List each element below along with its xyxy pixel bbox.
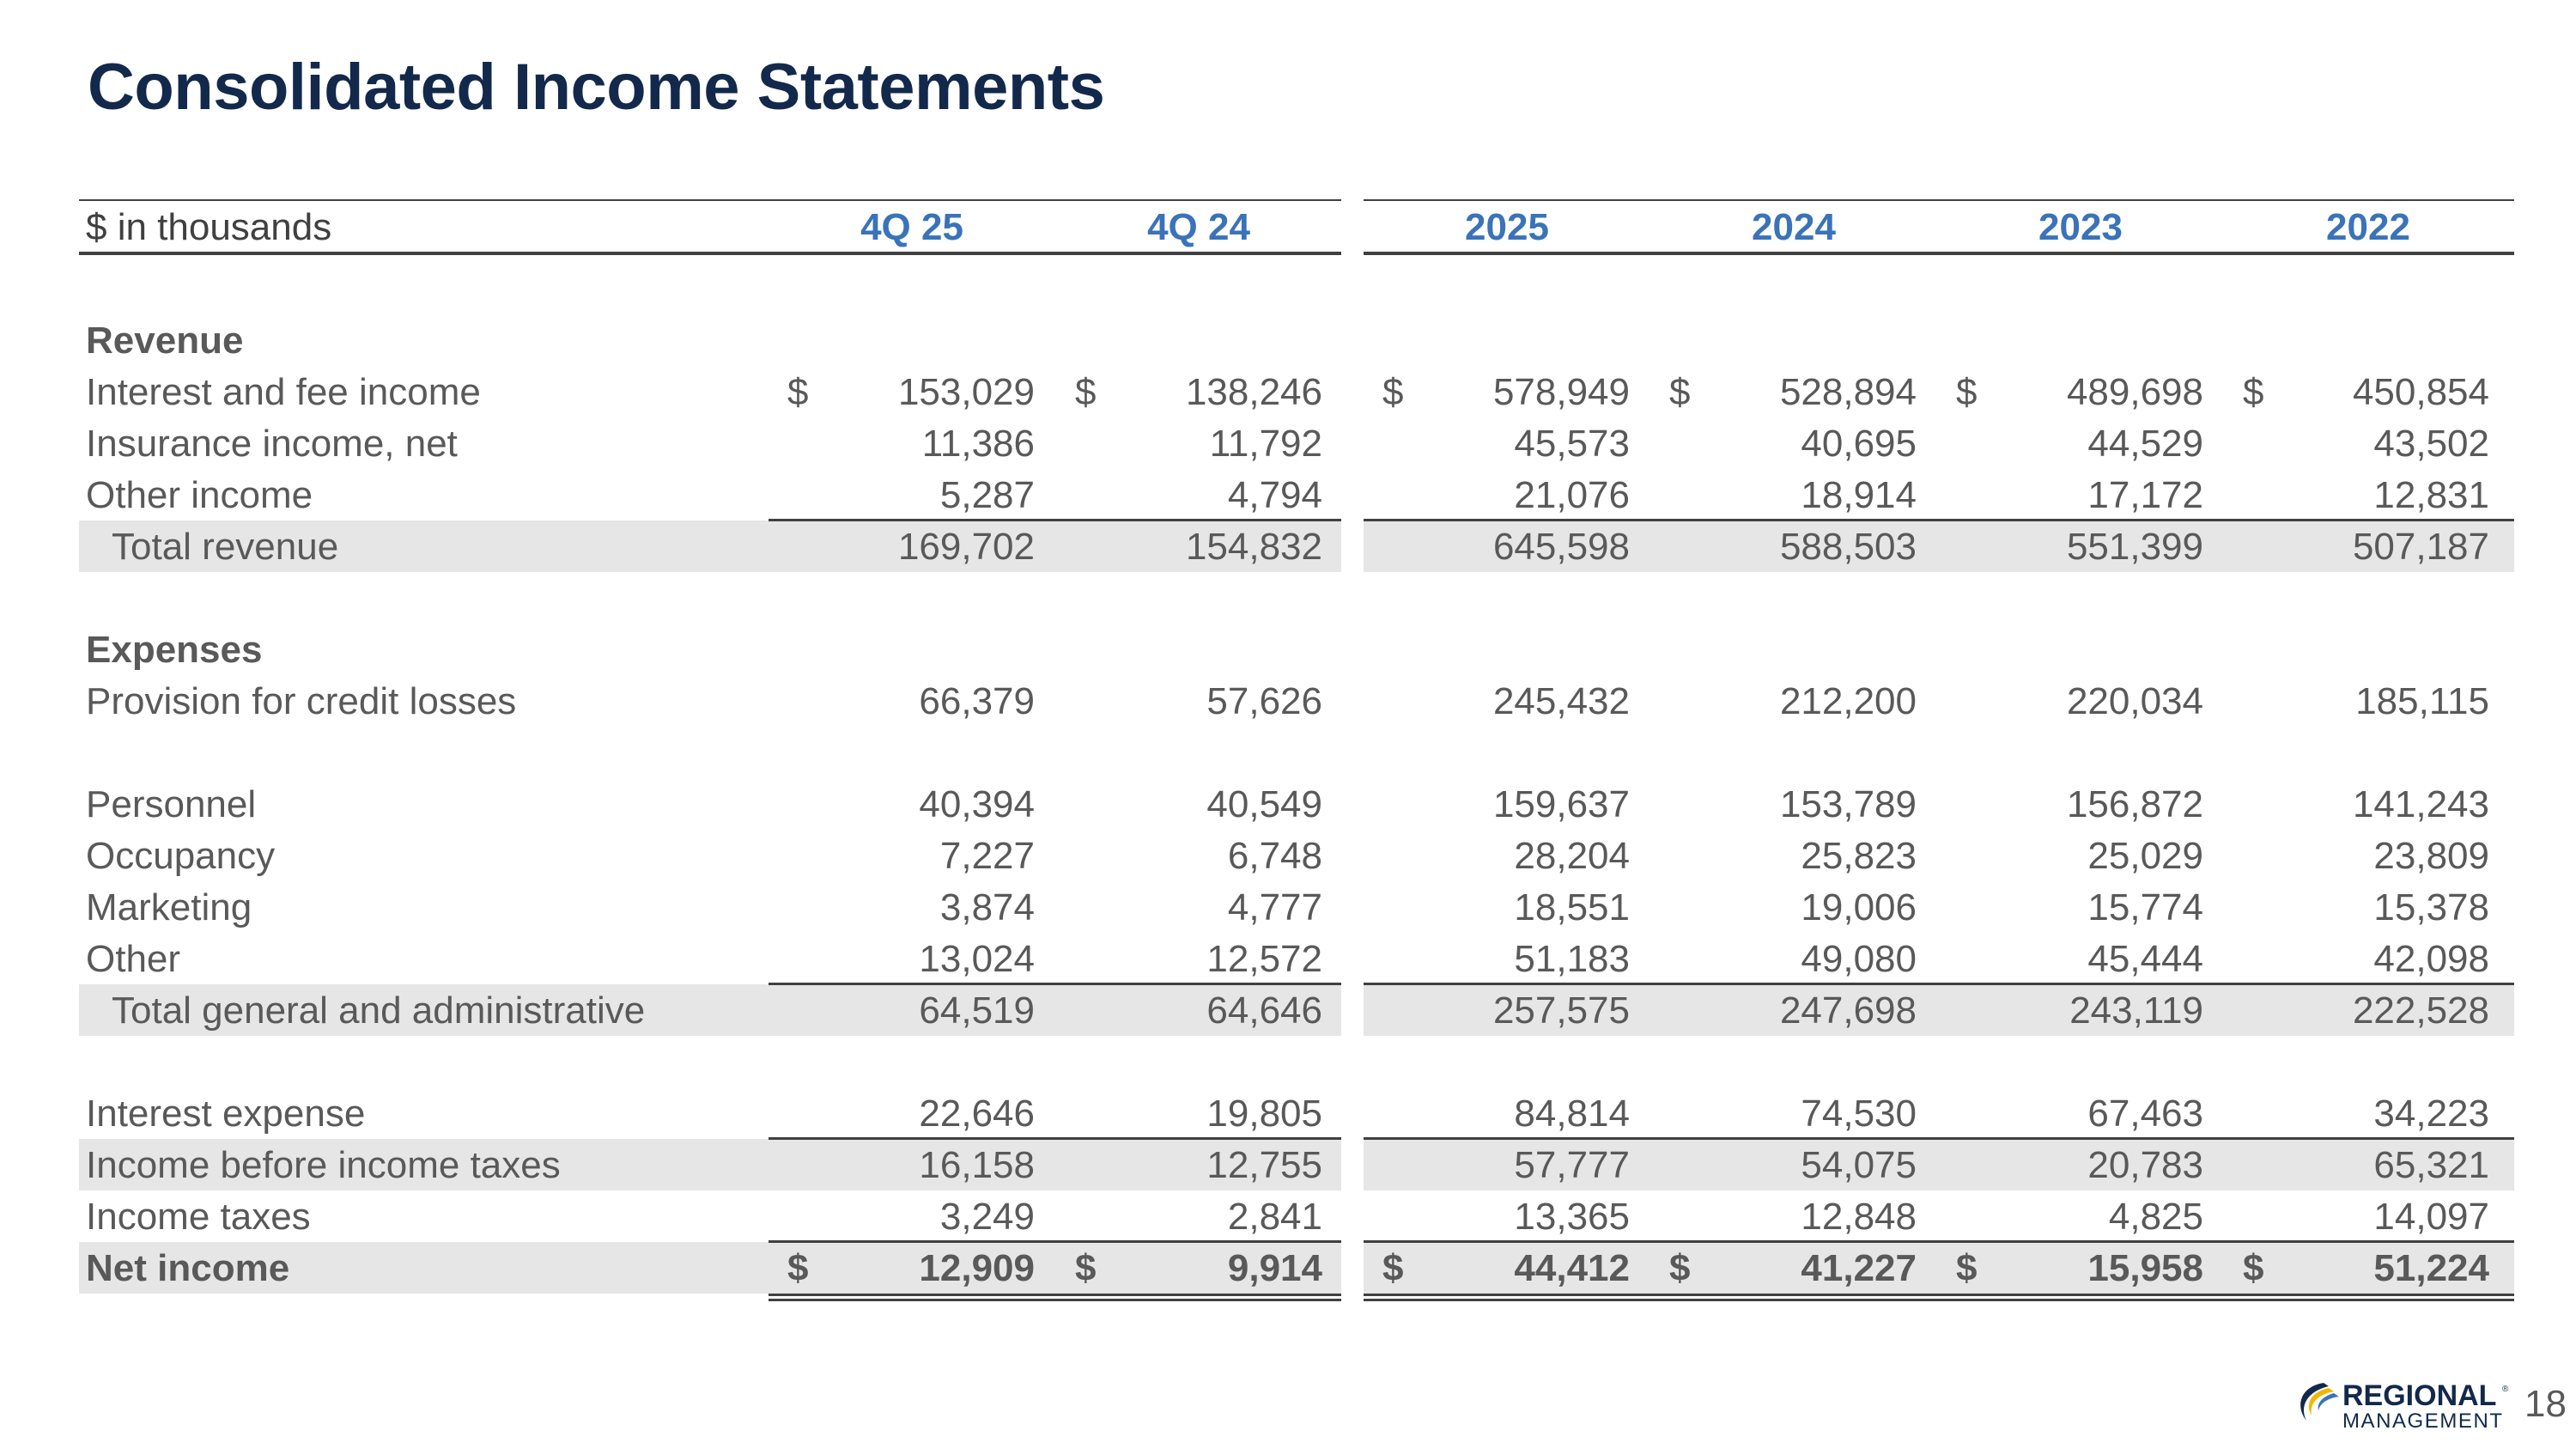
section-heading: Revenue — [86, 320, 244, 362]
cell-value: 9,914 — [1227, 1247, 1322, 1289]
row-label: Interest and fee income — [86, 371, 481, 413]
logo-text-line2: MANAGEMENT — [2342, 1409, 2502, 1431]
regional-management-logo — [2291, 1378, 2518, 1431]
cell-value: 28,204 — [1514, 835, 1630, 877]
rule-line — [1364, 1294, 2514, 1296]
logo-registered-mark: ® — [2502, 1385, 2509, 1394]
rule-line — [1364, 1299, 2514, 1301]
cell-value: 14,097 — [2373, 1196, 2489, 1238]
column-header-3: 2024 — [1752, 206, 1836, 248]
row-label: Occupancy — [86, 835, 276, 877]
cell-value: 64,646 — [1206, 989, 1322, 1032]
cell-value: 489,698 — [2066, 371, 2203, 413]
cell-value: 645,598 — [1492, 526, 1630, 568]
cell-value: 57,777 — [1514, 1144, 1630, 1186]
row-label: Total revenue — [112, 526, 339, 568]
cell-value: 16,158 — [919, 1144, 1035, 1186]
row-label: Other — [86, 938, 181, 980]
units-label: $ in thousands — [86, 206, 332, 248]
currency-symbol: $ — [1382, 1247, 1404, 1289]
currency-symbol: $ — [2243, 371, 2264, 413]
currency-symbol: $ — [1956, 1247, 1978, 1289]
row-label: Total general and administrative — [112, 989, 646, 1032]
cell-value: 74,530 — [1801, 1093, 1917, 1135]
currency-symbol: $ — [1075, 1247, 1097, 1289]
cell-value: 257,575 — [1492, 989, 1630, 1032]
cell-value: 20,783 — [2087, 1144, 2203, 1186]
cell-value: 528,894 — [1779, 371, 1917, 413]
cell-value: 44,529 — [2087, 423, 2203, 465]
cell-value: 11,792 — [1209, 423, 1322, 465]
cell-value: 551,399 — [2066, 526, 2203, 568]
cell-value: 7,227 — [939, 835, 1035, 877]
cell-value: 43,502 — [2373, 423, 2489, 465]
column-header-2: 2025 — [1465, 206, 1549, 248]
row-label: Provision for credit losses — [86, 680, 517, 722]
cell-value: 22,646 — [919, 1093, 1035, 1135]
cell-value: 222,528 — [2352, 989, 2489, 1032]
cell-value: 84,814 — [1514, 1093, 1630, 1135]
cell-value: 12,831 — [2373, 474, 2489, 516]
column-header-4: 2023 — [2038, 206, 2123, 248]
column-header-1: 4Q 24 — [1147, 206, 1250, 248]
cell-value: 3,874 — [939, 886, 1035, 928]
header-rule-top-left — [79, 199, 1341, 201]
cell-value: 15,378 — [2373, 886, 2489, 928]
cell-value: 450,854 — [2352, 371, 2489, 413]
cell-value: 578,949 — [1492, 371, 1630, 413]
cell-value: 23,809 — [2373, 835, 2489, 877]
cell-value: 19,805 — [1206, 1093, 1322, 1135]
rule-line — [769, 519, 1341, 521]
currency-symbol: $ — [1075, 371, 1097, 413]
cell-value: 13,365 — [1514, 1196, 1630, 1238]
rule-line — [769, 1294, 1341, 1296]
cell-value: 18,914 — [1801, 474, 1917, 516]
rule-line — [769, 1299, 1341, 1301]
cell-value: 40,549 — [1206, 783, 1322, 825]
cell-value: 212,200 — [1779, 680, 1917, 722]
cell-value: 4,825 — [2108, 1196, 2203, 1238]
cell-value: 57,626 — [1206, 680, 1322, 722]
cell-value: 247,698 — [1779, 989, 1917, 1032]
cell-value: 12,755 — [1206, 1144, 1322, 1186]
cell-value: 51,183 — [1514, 938, 1630, 980]
page-number: 18 — [2524, 1383, 2567, 1425]
cell-value: 15,774 — [2087, 886, 2203, 928]
header-rule-top-right — [1364, 199, 2514, 201]
cell-value: 54,075 — [1801, 1144, 1917, 1186]
currency-symbol: $ — [2243, 1247, 2264, 1289]
cell-value: 153,029 — [897, 371, 1035, 413]
cell-value: 25,029 — [2087, 835, 2203, 877]
cell-value: 66,379 — [919, 680, 1035, 722]
cell-value: 169,702 — [897, 526, 1035, 568]
cell-value: 64,519 — [919, 989, 1035, 1032]
currency-symbol: $ — [1669, 371, 1691, 413]
cell-value: 17,172 — [2087, 474, 2203, 516]
rule-line — [769, 983, 1341, 985]
cell-value: 13,024 — [919, 938, 1035, 980]
cell-value: 4,777 — [1227, 886, 1322, 928]
currency-symbol: $ — [1956, 371, 1978, 413]
row-label: Marketing — [86, 886, 252, 928]
cell-value: 67,463 — [2087, 1093, 2203, 1135]
cell-value: 15,958 — [2087, 1247, 2203, 1289]
rule-line — [1364, 519, 2514, 521]
currency-symbol: $ — [1382, 371, 1404, 413]
rule-line — [769, 1240, 1341, 1243]
cell-value: 6,748 — [1227, 835, 1322, 877]
cell-value: 44,412 — [1514, 1247, 1630, 1289]
column-header-5: 2022 — [2326, 206, 2410, 248]
cell-value: 185,115 — [2355, 680, 2489, 722]
row-label: Income taxes — [86, 1196, 311, 1238]
cell-value: 138,246 — [1185, 371, 1322, 413]
cell-value: 25,823 — [1801, 835, 1917, 877]
cell-value: 49,080 — [1801, 938, 1917, 980]
row-label: Other income — [86, 474, 313, 516]
section-heading: Expenses — [86, 629, 263, 671]
cell-value: 51,224 — [2373, 1247, 2489, 1289]
header-rule-bottom-left — [79, 252, 1341, 255]
cell-value: 2,841 — [1227, 1196, 1322, 1238]
header-rule-bottom-right — [1364, 252, 2514, 255]
cell-value: 243,119 — [2069, 989, 2203, 1032]
rule-line — [1364, 1137, 2514, 1140]
cell-value: 41,227 — [1801, 1247, 1917, 1289]
cell-value: 507,187 — [2352, 526, 2489, 568]
cell-value: 159,637 — [1492, 783, 1630, 825]
cell-value: 12,572 — [1206, 938, 1322, 980]
logo-text-line1: REGIONAL — [2342, 1379, 2497, 1412]
cell-value: 40,394 — [919, 783, 1035, 825]
cell-value: 12,909 — [919, 1247, 1035, 1289]
cell-value: 12,848 — [1801, 1196, 1917, 1238]
cell-value: 3,249 — [939, 1196, 1035, 1238]
cell-value: 588,503 — [1779, 526, 1917, 568]
cell-value: 34,223 — [2373, 1093, 2489, 1135]
rule-line — [1364, 1240, 2514, 1243]
row-label: Net income — [86, 1247, 290, 1289]
cell-value: 18,551 — [1514, 886, 1630, 928]
currency-symbol: $ — [787, 371, 809, 413]
cell-value: 19,006 — [1801, 886, 1917, 928]
cell-value: 45,444 — [2087, 938, 2203, 980]
cell-value: 141,243 — [2352, 783, 2489, 825]
row-label: Personnel — [86, 783, 257, 825]
cell-value: 40,695 — [1801, 423, 1917, 465]
cell-value: 11,386 — [921, 423, 1035, 465]
rule-line — [1364, 983, 2514, 985]
cell-value: 4,794 — [1227, 474, 1322, 516]
cell-value: 45,573 — [1514, 423, 1630, 465]
currency-symbol: $ — [1669, 1247, 1691, 1289]
cell-value: 21,076 — [1514, 474, 1630, 516]
cell-value: 220,034 — [2066, 680, 2203, 722]
row-label: Insurance income, net — [86, 423, 458, 465]
row-label: Interest expense — [86, 1093, 366, 1135]
cell-value: 5,287 — [939, 474, 1035, 516]
row-label: Income before income taxes — [86, 1144, 561, 1186]
cell-value: 153,789 — [1779, 783, 1917, 825]
cell-value: 154,832 — [1185, 526, 1322, 568]
cell-value: 65,321 — [2373, 1144, 2489, 1186]
page-title: Consolidated Income Statements — [88, 51, 1105, 124]
cell-value: 156,872 — [2066, 783, 2203, 825]
currency-symbol: $ — [787, 1247, 809, 1289]
column-header-0: 4Q 25 — [860, 206, 963, 248]
cell-value: 42,098 — [2373, 938, 2489, 980]
rule-line — [769, 1137, 1341, 1140]
cell-value: 245,432 — [1492, 680, 1630, 722]
